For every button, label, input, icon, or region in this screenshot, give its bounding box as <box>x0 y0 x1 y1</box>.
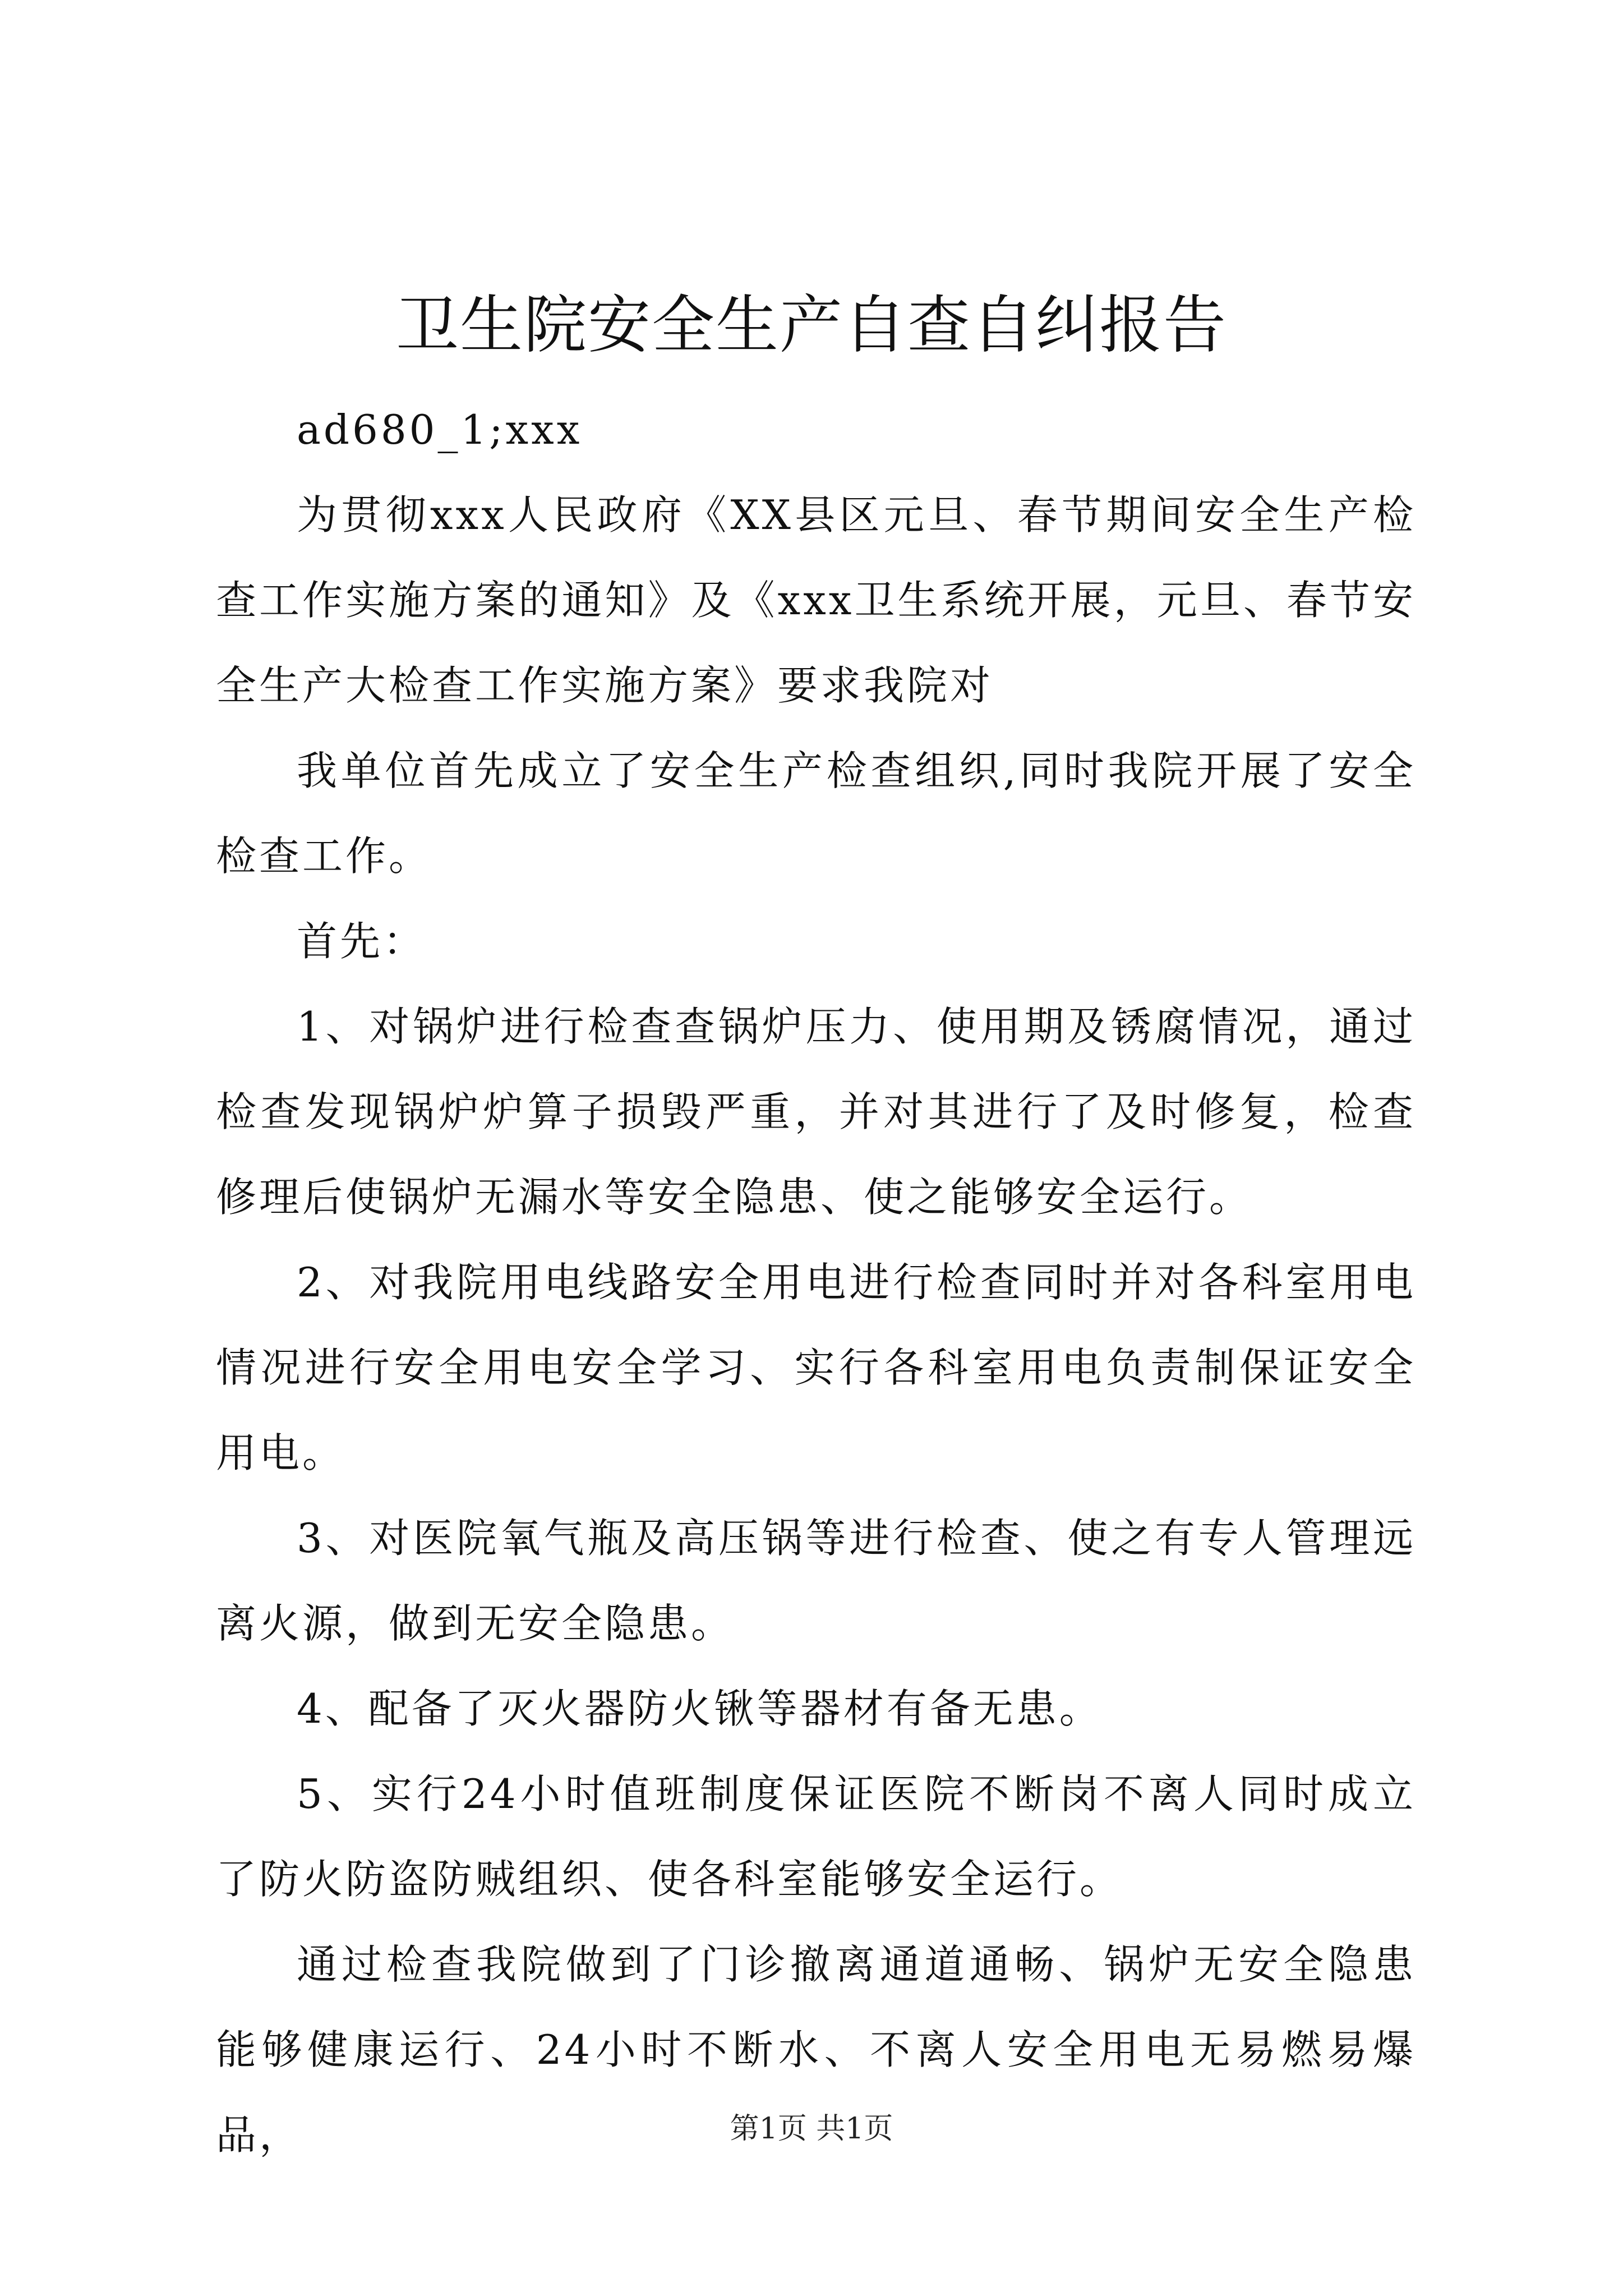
paragraph-item-3: 3、对医院氧气瓶及高压锅等进行检查、使之有专人管理远离火源，做到无安全隐患。 <box>216 1515 1416 1647</box>
paragraph-item-1: 1、对锅炉进行检查查锅炉压力、使用期及锈腐情况，通过检查发现锅炉炉算子损毁严重，并对其进行了及时修复，检查修理后使锅炉无漏水等安全隐患、使之能够安全运行。 <box>216 1003 1416 1221</box>
paragraph-item-5: 5、实行24小时值班制度保证医院不断岗不离人同时成立了防火防盗防贼组织、使各科室能够安全运行。 <box>216 1770 1416 1903</box>
paragraph-first: 首先： <box>297 918 427 965</box>
paragraph-conclusion: 通过检查我院做到了门诊撤离通道通畅、锅炉无安全隐患能够健康运行、24小时不断水、不离人安全用电无易燃易爆品， <box>216 1941 1416 2159</box>
document-body <box>216 387 1416 2178</box>
paragraph-intro: 为贯彻xxx人民政府《XX县区元旦、春节期间安全生产检查工作实施方案的通知》及《xxx卫生系统开展，元旦、春节安全生产大检查工作实施方案》要求我院对 <box>216 491 1416 709</box>
paragraph-item-4: 4、配备了灭火器防火锹等器材有备无患。 <box>297 1685 1103 1732</box>
paragraph-item-2: 2、对我院用电线路安全用电进行检查同时并对各科室用电情况进行安全用电安全学习、实行各科室用电负责制保证安全用电。 <box>216 1259 1416 1476</box>
page-footer: 第1页 共1页 <box>730 2112 893 2146</box>
paragraph-organization: 我单位首先成立了安全生产检查组织,同时我院开展了安全检查工作。 <box>216 747 1416 880</box>
document-title: 卫生院安全生产自查自纠报告 <box>396 289 1227 362</box>
paragraph-reference: ad680_1;xxx <box>297 406 583 453</box>
